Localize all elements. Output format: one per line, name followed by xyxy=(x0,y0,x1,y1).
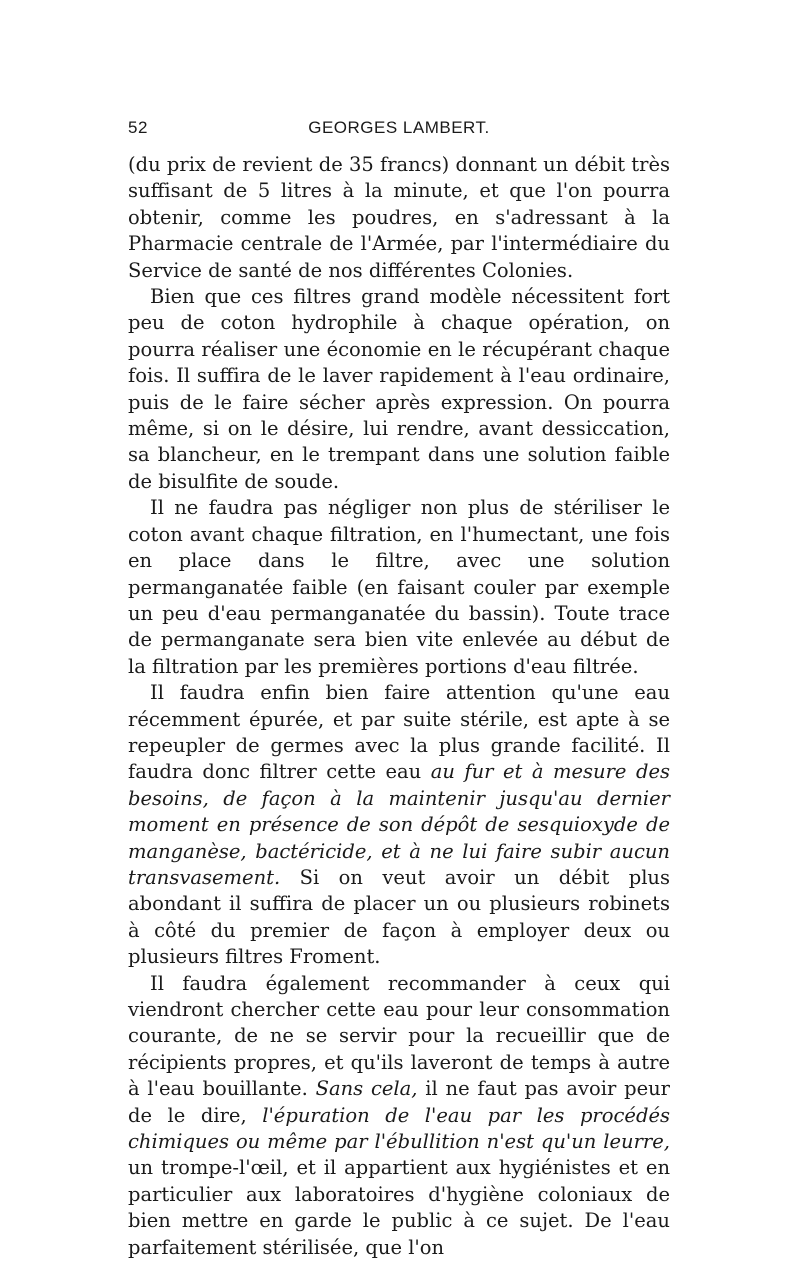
book-page xyxy=(128,112,670,1261)
running-head xyxy=(128,112,670,146)
paragraph xyxy=(128,971,670,1261)
page-number: 52 xyxy=(128,118,148,137)
text-segment: Il faudra enfin bien faire attention qu'une eau récemment épurée, et par suite stérile, est apte à se repeupler de germes avec la plus grande facilité. Il faudra donc filtrer cette eau xyxy=(128,681,670,784)
italic-text-segment: au fur et à mesure des besoins, de façon à la maintenir jusqu'au dernier moment en présence de son dépôt de sesquioxyde de manganèse, bactéricide, et à ne lui faire subir aucun transvasement. xyxy=(128,760,671,889)
text-segment: Bien que ces filtres grand modèle nécessitent fort peu de coton hydrophile à chaque opération, on pourra réaliser une économie en le récupérant chaque fois. Il suffira de le laver rapidement à l'eau ordinaire, puis de le faire sécher après expression. On pourra même, si on le désire, lui rendre, avant dessiccation, sa blancheur, en le trempant dans une solution faible de bisulfite de soude. xyxy=(128,285,670,493)
text-segment: Il ne faudra pas négliger non plus de stériliser le coton avant chaque filtration, en l'humectant, une fois en place dans le filtre, avec une solution permanganatée faible (en faisant couler par exemple un peu d'eau permanganatée du bassin). Toute trace de permanganate sera bien vite enlevée au début de la filtration par les premières portions d'eau filtrée. xyxy=(128,496,670,678)
text-segment: il ne faut pas avoir peur de le dire, xyxy=(128,1077,671,1127)
text-segment: un trompe-l'œil, et il appartient aux hygiénistes et en particulier aux laboratoires d'hygiène coloniaux de bien mettre en garde le public à ce sujet. De l'eau parfaitement stérilisée, que l'on xyxy=(128,1156,670,1259)
text-segment: Il faudra également recommander à ceux qui viendront chercher cette eau pour leur consommation courante, de ne se servir pour la recueillir que de récipients propres, et qu'ils laveront de temps à autre à l'eau bouillante. xyxy=(128,971,670,1101)
running-title: GEORGES LAMBERT. xyxy=(308,118,490,137)
paragraph xyxy=(128,284,670,495)
paragraph xyxy=(128,680,670,970)
italic-text-segment: Sans cela, xyxy=(315,1077,418,1101)
paragraph xyxy=(128,495,670,680)
text-segment: (du prix de revient de 35 francs) donnant un débit très suffisant de 5 litres à la minute, et que l'on pourra obtenir, comme les poudres, en s'adressant à la Pharmacie centrale de l'Armée, par l'intermédiaire du Service de santé de nos différentes Colonies. xyxy=(128,153,670,282)
body-text xyxy=(128,152,670,1261)
text-segment: Si on veut avoir un débit plus abondant il suffira de placer un ou plusieurs robinets à côté du premier de façon à employer deux ou plusieurs filtres Froment. xyxy=(128,865,670,969)
italic-text-segment: l'épuration de l'eau par les procédés chimiques ou même par l'ébullition n'est qu'un leurre, xyxy=(128,1103,670,1154)
paragraph xyxy=(128,152,670,284)
